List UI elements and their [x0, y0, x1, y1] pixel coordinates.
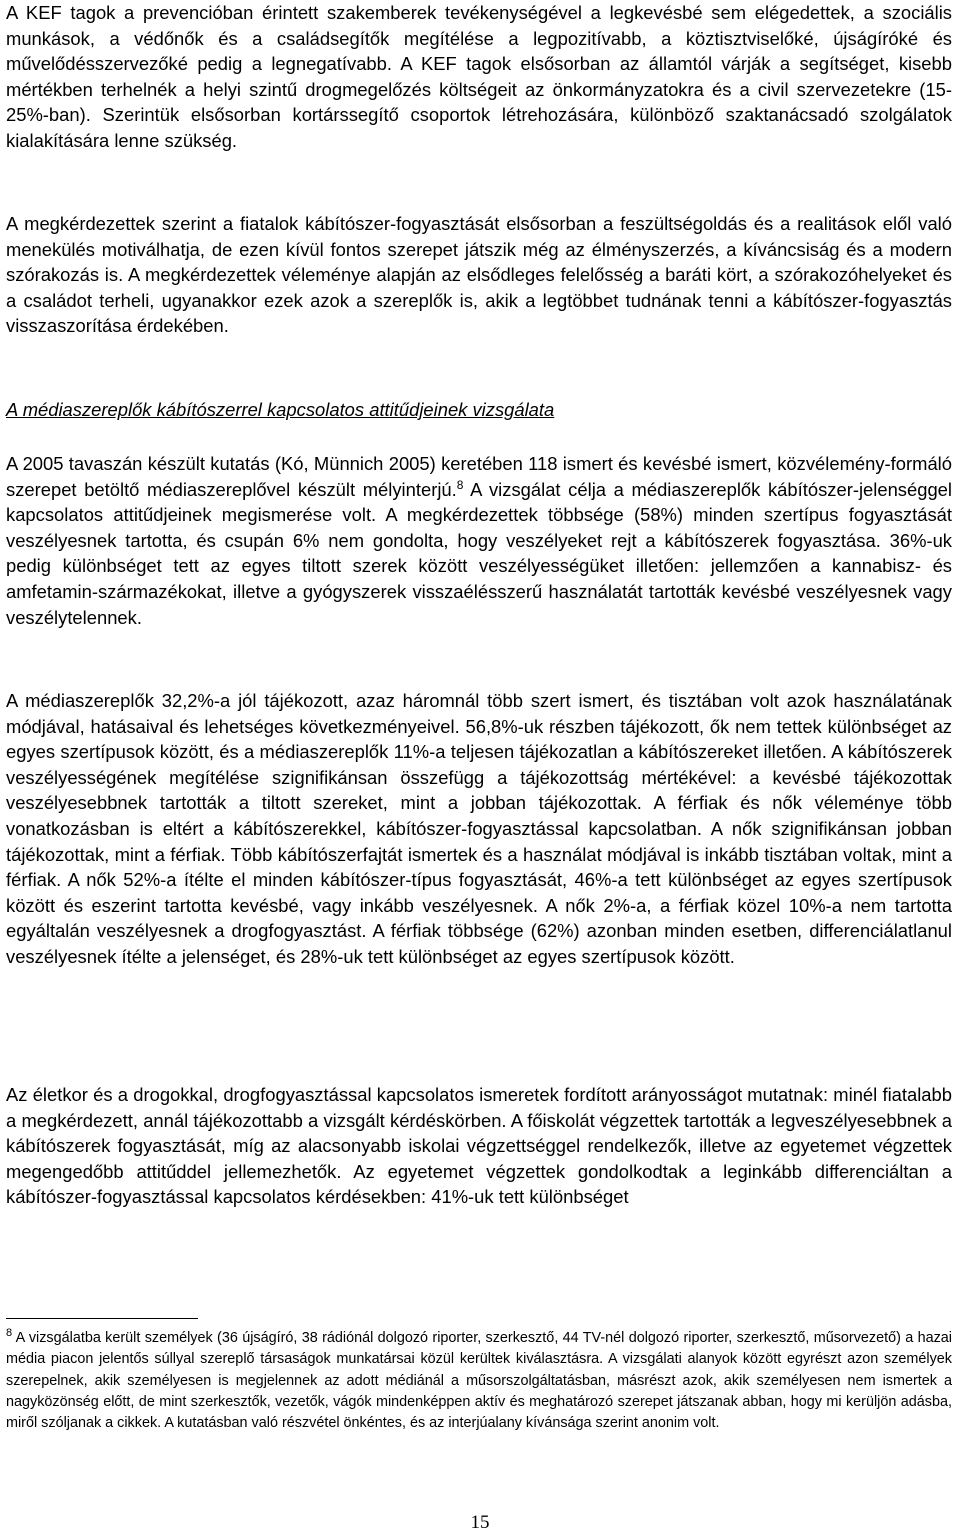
- footnote: [6, 1328, 952, 1434]
- paragraph-kef-prevention: A KEF tagok a prevencióban érintett szakemberek tevékenységével a legkevésbé sem elégedettek, a szociális munkások, a védőnők és a családsegítők megítélése a legpozitívabb, a köztisztviselőké, újságíróké és művelődésszervezőké pedig a legnegatívabb. A KEF tagok elsősorban az államtól várják a segítséget, kisebb mértékben terhelnék a helyi szintű drogmegelőzés költségeit az önkormányzatokra és a civil szervezetekre (15-25%-ban). Szerintük elsősorban kortárssegítő csoportok létrehozására, különböző szaktanácsadó szolgálatok kialakítására lenne szükség.: [6, 2, 952, 151]
- paragraph-media-knowledge: A médiaszereplők 32,2%-a jól tájékozott, azaz háromnál több szert ismert, és tisztában volt azok használatának módjával, hatásaival és lehetséges következményeivel. 56,8%-uk részben tájékozott, ők nem tettek különbséget az egyes szertípusok között, és a médiaszereplők 11%-a teljesen tájékozatlan a kábítószereket illetően. A kábítószerek veszélyességének megítélése szignifikánsan összefügg a tájékozottság mértékével: a kevésbé tájékozottak veszélyesebbnek tartották a tiltott szereket, mint a jobban tájékozottak. A férfiak és nők véleménye több vonatkozásban is eltért a kábítószerekkel, kábítószer-fogyasztással kapcsolatban. A nők szignifikánsan jobban tájékozottak, mint a férfiak. Több kábítószerfajtát ismertek és a használat módjával is inkább tisztában voltak, mint a férfiak. A nők 52%-a ítélte el minden kábítószer-típus fogyasztását, 46%-a tett különbséget az egyes szertípusok között és eszerint tartotta kevésbé, vagy inkább veszélyesnek. A nők 2%-a, a férfiak közel 10%-a nem tartotta egyáltalán veszélyesnek a drogfogyasztást. A férfiak többsége (62%) azonban minden esetben, differenciálatlanul veszélyesnek ítélte a jelenséget, és 28%-uk tett különbséget az egyes szertípusok között.: [6, 690, 952, 967]
- paragraph-media-study-part1: A 2005 tavaszán készült kutatás (Kó, Münnich 2005) keretében 118 ismert és kevésbé ismert, közvélemény-formáló szerepet betöltő médiaszereplővel készült mélyinterjú.: [6, 453, 952, 500]
- paragraph-motivation: A megkérdezettek szerint a fiatalok kábítószer-fogyasztását elsősorban a feszültségoldás és a realitások elől való menekülés motiválhatja, de ezen kívül fontos szerepet játszik még az élményszerzés, a kíváncsiság és a modern szórakozás is. A megkérdezettek véleménye alapján az elsődleges felelősség a baráti kört, a szórakozóhelyeket és a családot terheli, ugyanakkor ezek azok a szereplők is, akik a legtöbbet tudnának tenni a kábítószer-fogyasztás visszaszorítása érdekében.: [6, 213, 952, 337]
- paragraph-media-study-part2: A vizsgálat célja a médiaszereplők kábítószer-jelenséggel kapcsolatos attitűdjeinek megismerése volt. A megkérdezettek többsége (58%) minden szertípus fogyasztását veszélyesnek tartotta, és csupán 6% nem gondolta, hogy veszélyeket rejt a kábítószerek fogyasztása. 36%-uk pedig különbséget tett az egyes tiltott szerek között veszélyességüket illetően: jellemzően a kannabisz- és amfetamin-származékokat, illetve a gyógyszerek visszaélésszerű használatát tartották kevésbé veszélyesnek vagy veszélytelennek.: [6, 478, 952, 628]
- footnote-separator: [6, 1318, 198, 1319]
- page-number: 15: [470, 1512, 490, 1533]
- paragraph-media-study: [6, 451, 952, 630]
- section-heading: A médiaszereplők kábítószerrel kapcsolatos attitűdjeinek vizsgálata: [6, 399, 555, 420]
- paragraph-age-education: Az életkor és a drogokkal, drogfogyasztással kapcsolatos ismeretek fordított arányosságot mutatnak: minél fiatalabb a megkérdezett, annál tájékozottabb a vizsgált kérdéskörben. A főiskolát végzettek tartották a legveszélyesebbnek a kábítószerek fogyasztását, míg az alacsonyabb iskolai végzettséggel rendelkezők, illetve az egyetemet végzettek megengedőbb attitűddel jellemezhetők. Az egyetemet végzettek gondolkodtak a leginkább differenciáltan a kábítószer-fogyasztással kapcsolatos kérdésekben: 41%-uk tett különbséget: [6, 1084, 952, 1208]
- footnote-number: 8: [6, 1327, 13, 1339]
- footnote-reference[interactable]: 8: [456, 477, 464, 492]
- footnote-text: A vizsgálatba került személyek (36 újságíró, 38 rádiónál dolgozó riporter, szerkesztő, 44 TV-nél dolgozó riporter, szerkesztő, műsorvezető) a hazai média piacon jelentős súllyal szereplő társaságok munkatársai közül kerültek kiválasztásra. A vizsgálati alanyok között egyrészt azon személyek szerepelnek, akik személyesen is megjelennek az adott médiánál a műsorszolgáltatásban, másrészt azok, akik személyesen nem ismertek a nagyközönség előtt, de mint szerkesztők, vezetők, vágók mindenképpen aktív és meghatározó szerepet játszanak abban, hogy mi kerüljön adásba, miről szóljanak a cikkek. A kutatásban való részvétel önkéntes, és az interjúalany kívánsága szerint anonim volt.: [6, 1330, 952, 1432]
